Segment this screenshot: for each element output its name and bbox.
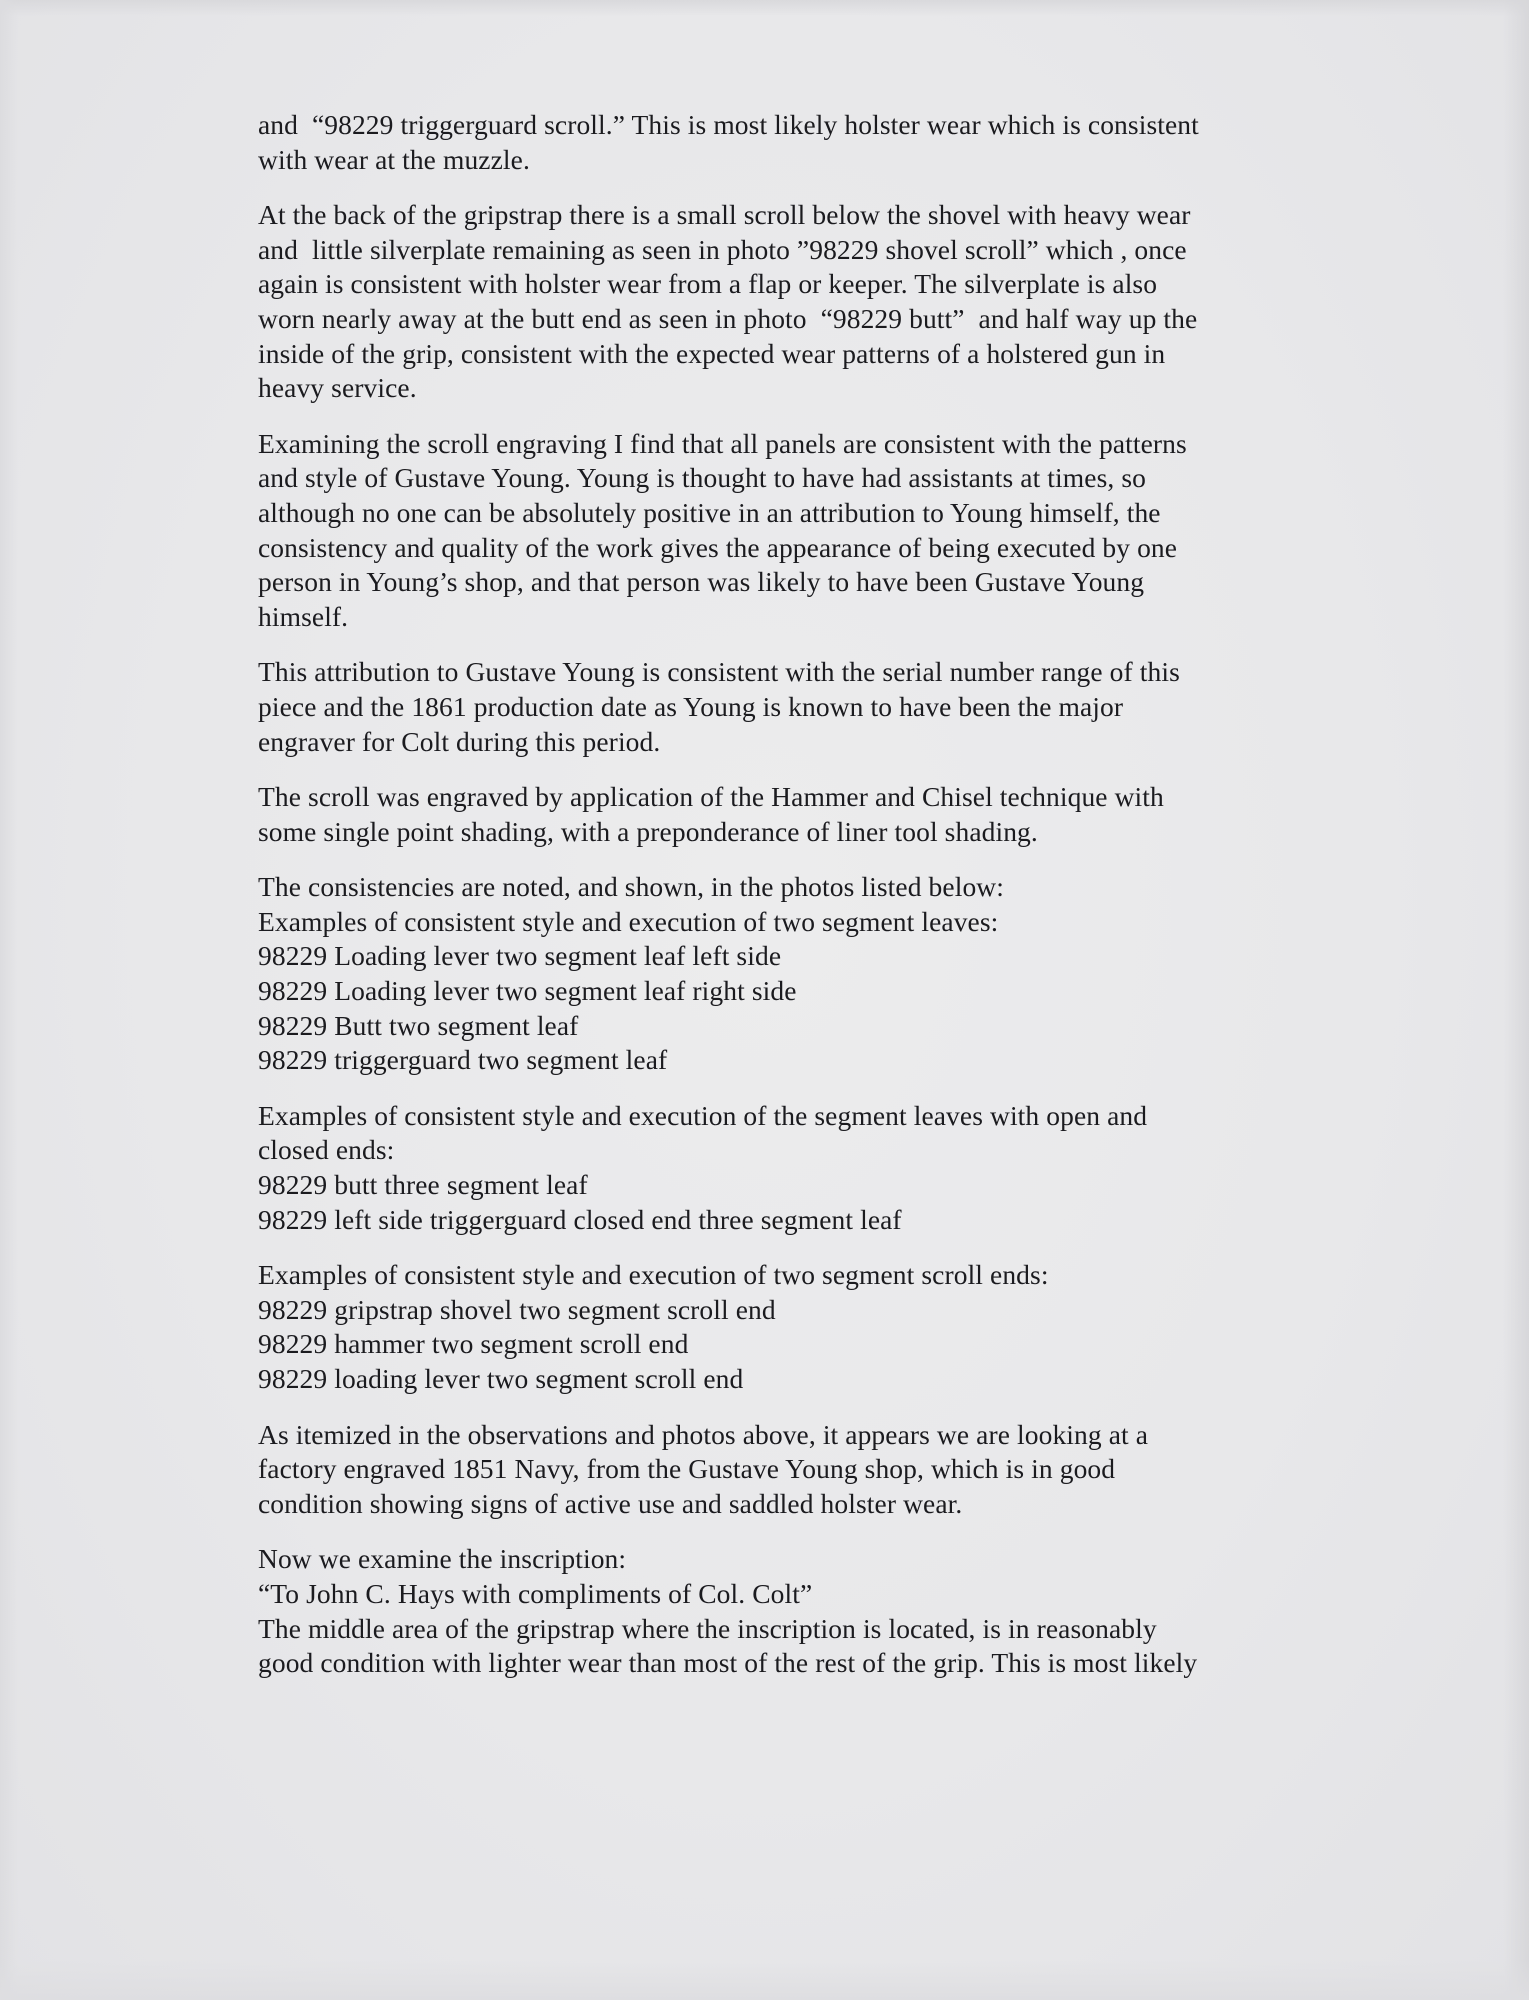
photo-list-item: 98229 triggerguard two segment leaf: [258, 1044, 668, 1076]
text-line: piece and the 1861 production date as Young is known to have been the major: [258, 690, 1124, 722]
paragraph-10-inscription: [258, 1542, 1268, 1680]
paragraph-8-scroll-ends: [258, 1258, 1268, 1396]
photo-list-item: 98229 Butt two segment leaf: [258, 1009, 579, 1041]
photo-list-item: 98229 left side triggerguard closed end three segment leaf: [258, 1203, 902, 1235]
inscription-quote: “To John C. Hays with compliments of Col. Colt”: [258, 1577, 813, 1609]
text-line: At the back of the gripstrap there is a small scroll below the shovel with heavy wear: [258, 199, 1191, 231]
page-edge-shading-right: [1503, 0, 1529, 2000]
text-line: person in Young’s shop, and that person was likely to have been Gustave Young: [258, 566, 1145, 598]
text-line: The consistencies are noted, and shown, in the photos listed below:: [258, 871, 1004, 903]
text-line: Examining the scroll engraving I find that all panels are consistent with the patterns: [258, 427, 1187, 459]
text-line: and style of Gustave Young. Young is thought to have had assistants at times, so: [258, 462, 1146, 494]
text-line: some single point shading, with a preponderance of liner tool shading.: [258, 815, 1038, 847]
text-line: Examples of consistent style and execution of two segment leaves:: [258, 905, 999, 937]
text-line: Examples of consistent style and execution of the segment leaves with open and: [258, 1099, 1148, 1131]
text-line: Now we examine the inscription:: [258, 1543, 627, 1575]
text-line: Examples of consistent style and execution of two segment scroll ends:: [258, 1259, 1049, 1291]
text-line: This attribution to Gustave Young is consistent with the serial number range of this: [258, 656, 1180, 688]
page-edge-shading-left: [0, 0, 18, 2000]
photo-list-item: 98229 hammer two segment scroll end: [258, 1328, 689, 1360]
text-line: condition showing signs of active use and saddled holster wear.: [258, 1487, 963, 1519]
photo-list-item: 98229 butt three segment leaf: [258, 1169, 588, 1201]
text-line: good condition with lighter wear than most of the rest of the grip. This is most likely: [258, 1647, 1198, 1679]
document-text-body: [258, 108, 1268, 1681]
paragraph-9-conclusion: [258, 1418, 1268, 1522]
text-line: closed ends:: [258, 1134, 395, 1166]
paragraph-2: [258, 198, 1268, 406]
text-line: consistency and quality of the work gives the appearance of being executed by one: [258, 531, 1178, 563]
text-line: and “98229 triggerguard scroll.” This is most likely holster wear which is consistent: [258, 109, 1199, 140]
paragraph-4: [258, 655, 1268, 759]
text-line: although no one can be absolutely positive in an attribution to Young himself, the: [258, 496, 1161, 528]
text-line: with wear at the muzzle.: [258, 143, 530, 175]
paragraph-1: [258, 108, 1268, 177]
text-line: factory engraved 1851 Navy, from the Gustave Young shop, which is in good: [258, 1453, 1116, 1485]
paragraph-7-open-closed-ends: [258, 1099, 1268, 1237]
text-line: himself.: [258, 600, 349, 632]
paragraph-6-photo-list-intro: [258, 870, 1268, 1078]
text-line: and little silverplate remaining as seen in photo ”98229 shovel scroll” which , once: [258, 233, 1187, 265]
page-edge-shading-bottom: [0, 1960, 1529, 2000]
text-line: inside of the grip, consistent with the expected wear patterns of a holstered gun in: [258, 337, 1166, 369]
text-line: engraver for Colt during this period.: [258, 725, 661, 757]
text-line: The middle area of the gripstrap where the inscription is located, is in reasonably: [258, 1612, 1157, 1644]
text-line: worn nearly away at the butt end as seen in photo “98229 butt” and half way up the: [258, 302, 1198, 334]
photo-list-item: 98229 Loading lever two segment leaf left side: [258, 940, 782, 972]
photo-list-item: 98229 gripstrap shovel two segment scroll end: [258, 1293, 776, 1325]
text-line: The scroll was engraved by application of the Hammer and Chisel technique with: [258, 781, 1164, 813]
text-line: again is consistent with holster wear from a flap or keeper. The silverplate is also: [258, 268, 1158, 300]
photo-list-item: 98229 loading lever two segment scroll end: [258, 1363, 744, 1394]
text-line: heavy service.: [258, 372, 417, 404]
text-line: As itemized in the observations and photos above, it appears we are looking at a: [258, 1418, 1149, 1450]
paragraph-5: [258, 780, 1268, 849]
page-edge-shading-top: [0, 0, 1529, 16]
paragraph-3: [258, 427, 1268, 635]
photo-list-item: 98229 Loading lever two segment leaf right side: [258, 975, 797, 1007]
